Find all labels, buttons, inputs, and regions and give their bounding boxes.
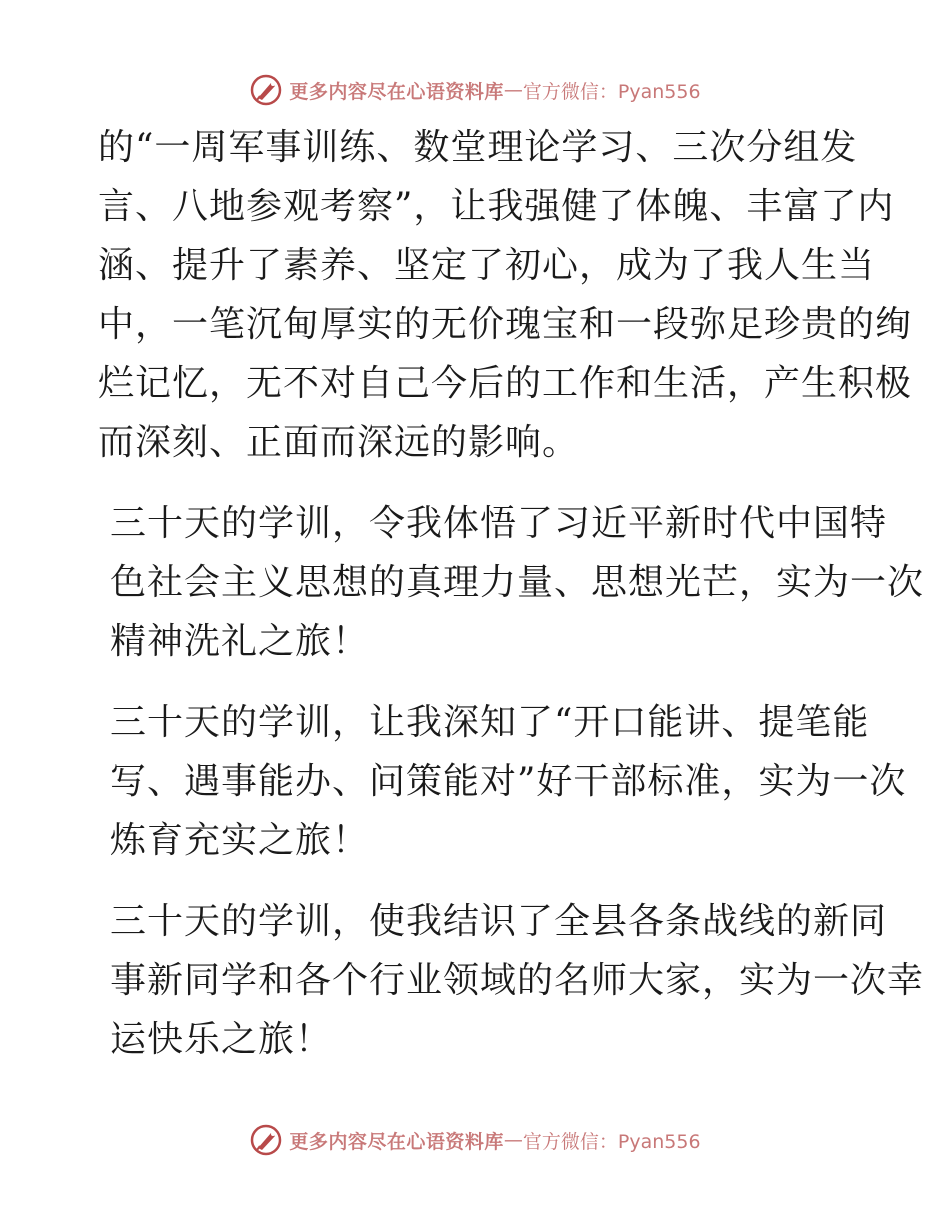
text-line: 运快乐之旅！ [110,1019,333,1060]
paragraph-4 [98,892,925,1069]
banner-wechat: 官方微信：Pyan556 [522,1130,701,1153]
text-line: 三十天的学训，使我结识了全县各条战线的新同 [110,901,888,942]
paragraph-2 [98,494,925,671]
text-line: 事新同学和各个行业领域的名师大家，实为一次幸 [110,960,925,1001]
banner-title: 更多内容尽在心语资料库 [289,1130,504,1153]
header-banner [0,70,950,110]
paragraph-3 [98,693,907,870]
text-line: 精神洗礼之旅！ [110,621,370,662]
text-line: 烂记忆，无不对自己今后的工作和生活，产生积极 [98,363,913,404]
text-line: 炼育充实之旅！ [110,820,370,861]
text-line: 中，一笔沉甸厚实的无价瑰宝和一段弥足珍贵的绚 [98,304,913,345]
footer-banner [0,1120,950,1160]
text-line: 写、遇事能办、问策能对”好干部标准，实为一次 [110,761,907,802]
text-line: 三十天的学训，让我深知了“开口能讲、提笔能 [110,702,870,743]
banner-dash: — [503,1129,523,1151]
quill-pen-logo-icon [249,73,283,107]
banner-wechat: 官方微信：Pyan556 [522,80,701,103]
banner-title: 更多内容尽在心语资料库 [289,80,504,103]
banner-dash: — [503,79,523,101]
quill-pen-logo-icon [249,1123,283,1157]
text-line: 言、八地参观考察”，让我强健了体魄、丰富了内 [98,186,895,227]
document-body [98,118,925,1091]
text-line: 涵、提升了素养、坚定了初心，成为了我人生当 [98,245,876,286]
text-line: 色社会主义思想的真理力量、思想光芒，实为一次 [110,562,925,603]
text-line: 三十天的学训，令我体悟了习近平新时代中国特 [110,503,888,544]
text-line: 的“一周军事训练、数堂理论学习、三次分组发 [98,127,858,168]
paragraph-1 [98,118,913,472]
text-line: 而深刻、正面而深远的影响。 [98,422,580,463]
